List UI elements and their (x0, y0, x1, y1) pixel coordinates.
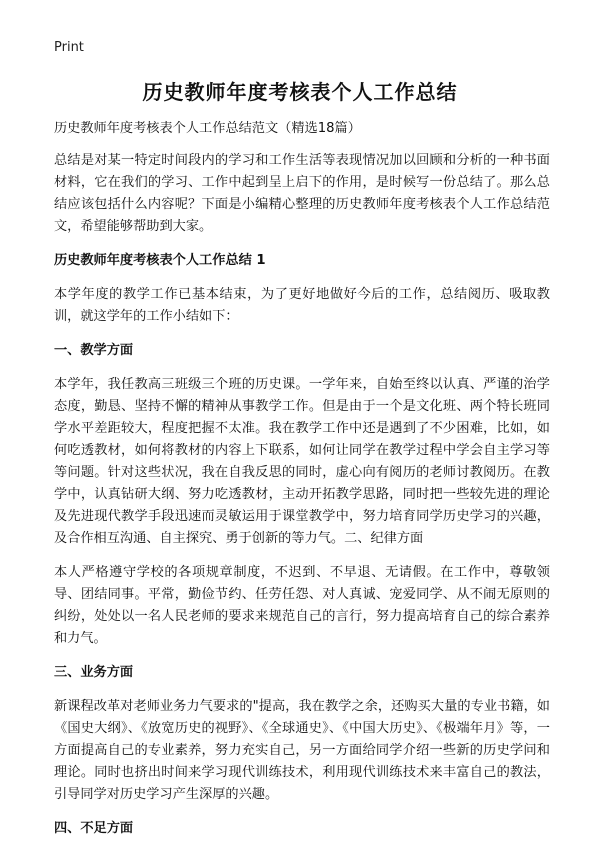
section-1-intro: 本学年度的教学工作已基本结束，为了更好地做好今后的工作，总结阅历、吸取教训，就这学年的工作小结如下： (54, 287, 550, 324)
part-2-body: 本人严格遵守学校的各项规章制度，不迟到、不早退、无请假。在工作中，尊敬领导、团结同事。平常，勤俭节约、任劳任怨、对人真诚、宠爱同学、从不闹无原则的纠纷，处处以一名人民老师的要求来规范自己的言行，努力提高培育自己的综合素养和力气。 (54, 565, 550, 646)
part-3-heading: 三、业务方面 (54, 665, 134, 680)
part-4-heading: 四、不足方面 (54, 821, 134, 836)
intro-paragraph: 总结是对某一特定时间段内的学习和工作生活等表现情况加以回顾和分析的一种书面材料，它在我们的学习、工作中起到呈上启下的作用，是时候写一份总结了。那么总结应该包括什么内容呢？下面是小编精心整理的历史教师年度考核表个人工作总结范文，希望能够帮助到大家。 (54, 153, 550, 234)
print-link[interactable]: Print (54, 40, 84, 55)
document-subtitle: 历史教师年度考核表个人工作总结范文（精选18篇） (54, 121, 361, 136)
part-1-heading: 一、教学方面 (54, 343, 134, 358)
part-3-body: 新课程改革对老师业务力气要求的"提高，我在教学之余，还购买大量的专业书籍，如《国史大纲》、《放宽历史的视野》、《全球通史》、《中国大历史》、《极端年月》等，一方面提高自己的专业素养，努力充实自己，另一方面给同学介绍一些新的历史学问和理论。同时也挤出时间来学习现代训练技术，利用现代训练技术来丰富自己的教法，引导同学对历史学习产生深厚的兴趣。 (54, 699, 550, 802)
document-body (54, 118, 550, 852)
document-title: 历史教师年度考核表个人工作总结 (142, 80, 458, 104)
section-1-title: 历史教师年度考核表个人工作总结 1 (54, 253, 266, 268)
part-1-body: 本学年，我任教高三班级三个班的历史课。一学年来，自始至终以认真、严谨的治学态度，勤恳、坚持不懈的精神从事教学工作。但是由于一个是文化班、两个特长班同学水平差距较大，程度把握不太准。我在教学工作中还是遇到了不少困难，比如，如何吃透教材，如何将教材的内容上下联系，如何让同学在教学过程中学会自主学习等等问题。针对这些状况，我在自我反思的同时，虚心向有阅历的老师讨教阅历。在教学中，认真钻研大纲、努力吃透教材，主动开拓教学思路，同时把一些较先进的理论及先进现代教学手段迅速而灵敏运用于课堂教学中，努力培育同学历史学习的兴趣，及合作相互沟通、自主探究、勇于创新的等力气。二、纪律方面 (54, 377, 550, 546)
